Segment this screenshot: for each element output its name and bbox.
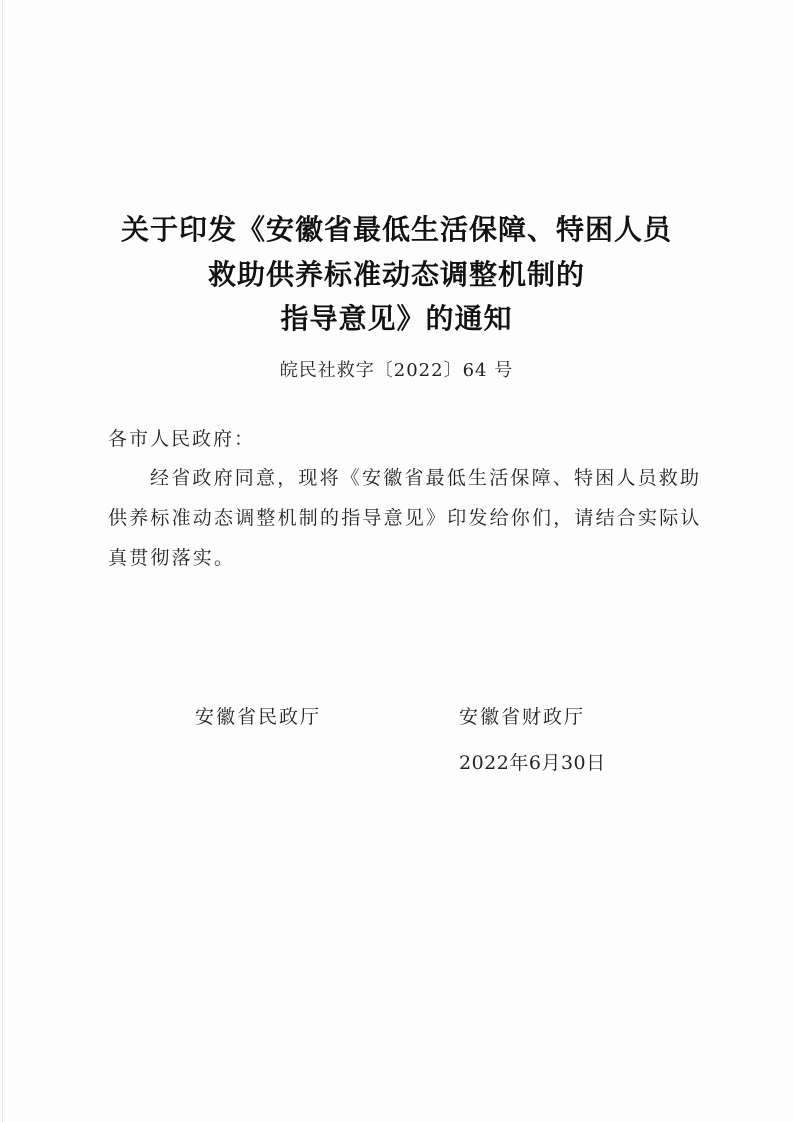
- salutation: 各市人民政府：: [108, 428, 256, 450]
- body-line-2: 供养标准动态调整机制的指导意见》印发给你们，请结合实际认: [108, 507, 702, 529]
- signatory-finance: 安徽省财政厅: [459, 706, 586, 728]
- document-title-line-3: 指导意见》的通知: [280, 302, 513, 335]
- body-line-3: 真贯彻落实。: [108, 547, 236, 569]
- scan-edge-line: [2, 0, 3, 1122]
- issue-date: 2022年6月30日: [459, 752, 606, 774]
- body-line-1: 经省政府同意，现将《安徽省最低生活保障、特困人员救助: [150, 467, 702, 489]
- document-title-line-1: 关于印发《安徽省最低生活保障、特困人员: [120, 213, 672, 246]
- signatory-civil-affairs: 安徽省民政厅: [195, 706, 322, 728]
- document-number: 皖民社救字〔2022〕64 号: [279, 360, 514, 381]
- document-title-line-2: 救助供养标准动态调整机制的: [207, 258, 585, 291]
